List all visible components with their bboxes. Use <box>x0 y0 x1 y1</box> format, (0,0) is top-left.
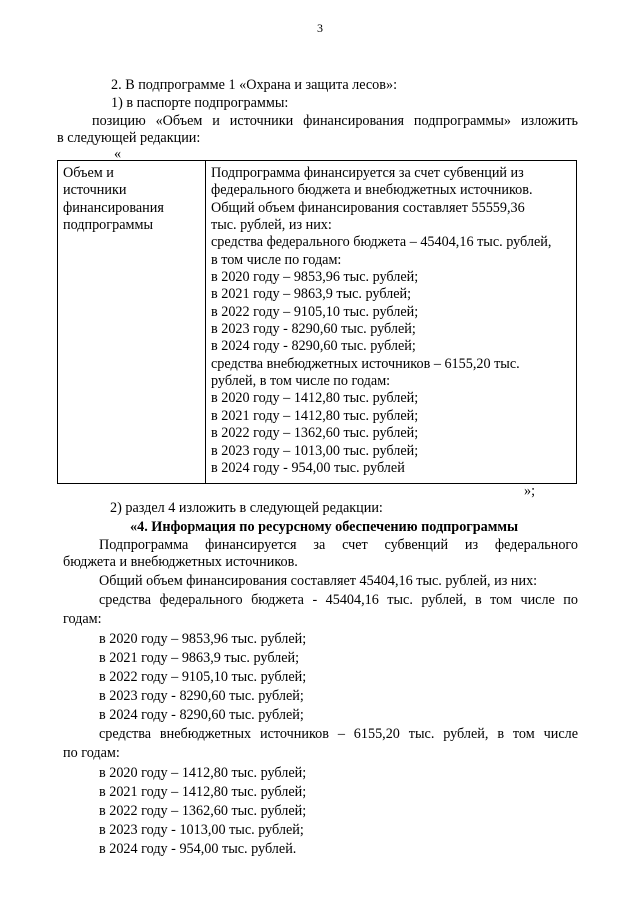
value-line: средства федерального бюджета – 45404,16 тыс. рублей, <box>211 234 552 251</box>
item-2-header: 2. В подпрограмме 1 «Охрана и защита лесов»: <box>111 77 398 93</box>
value-line: в 2024 году - 954,00 тыс. рублей <box>211 459 405 476</box>
paragraph-3-line2: годам: <box>63 611 102 627</box>
federal-year-line: в 2023 году - 8290,60 тыс. рублей; <box>99 688 304 704</box>
value-line: в 2022 году – 9105,10 тыс. рублей; <box>211 303 419 320</box>
value-line: в 2020 году – 9853,96 тыс. рублей; <box>211 269 419 286</box>
label-line: Объем и <box>63 165 114 181</box>
paragraph-3-line1: средства федерального бюджета - 45404,16 тыс. рублей, в том числе по <box>99 592 578 608</box>
value-line: в 2022 году – 1362,60 тыс. рублей; <box>211 425 419 442</box>
federal-year-line: в 2024 году - 8290,60 тыс. рублей; <box>99 707 304 723</box>
extra-year-line: в 2021 году – 1412,80 тыс. рублей; <box>99 784 307 800</box>
section-item-2: 2) раздел 4 изложить в следующей редакции: <box>110 500 383 516</box>
value-line: в том числе по годам: <box>211 251 342 268</box>
paragraph-1-line1: Подпрограмма финансируется за счет субвенций из федерального <box>99 537 578 553</box>
federal-year-line: в 2020 году – 9853,96 тыс. рублей; <box>99 631 307 647</box>
value-line: в 2021 году – 9863,9 тыс. рублей; <box>211 286 412 303</box>
value-line: в 2024 году - 8290,60 тыс. рублей; <box>211 338 416 355</box>
paragraph-4-line1: средства внебюджетных источников – 6155,20 тыс. рублей, в том числе <box>99 726 578 742</box>
item-1-subheader: 1) в паспорте подпрограммы: <box>111 95 289 111</box>
table-value-cell <box>206 161 577 484</box>
value-line: в 2023 году - 8290,60 тыс. рублей; <box>211 321 416 338</box>
table-row <box>58 161 577 484</box>
extra-year-line: в 2020 году – 1412,80 тыс. рублей; <box>99 765 307 781</box>
close-quote: »; <box>524 483 536 499</box>
paragraph-2: Общий объем финансирования составляет 45404,16 тыс. рублей, из них: <box>99 573 538 589</box>
label-line: финансирования <box>63 199 164 216</box>
extra-year-line: в 2023 году - 1013,00 тыс. рублей; <box>99 822 304 838</box>
open-quote: « <box>114 146 122 162</box>
extra-year-line: в 2024 году - 954,00 тыс. рублей. <box>99 841 297 857</box>
table-label-cell <box>58 161 206 484</box>
label-line: источники <box>63 182 127 199</box>
passport-table <box>57 160 577 484</box>
position-text-line2: в следующей редакции: <box>57 130 201 146</box>
federal-year-line: в 2022 году – 9105,10 тыс. рублей; <box>99 669 307 685</box>
section-heading: «4. Информация по ресурсному обеспечению подпрограммы <box>130 519 519 535</box>
paragraph-4-line2: по годам: <box>63 745 120 761</box>
value-line: средства внебюджетных источников – 6155,20 тыс. <box>211 355 520 372</box>
position-text-line1: позицию «Объем и источники финансирования подпрограммы» изложить <box>92 113 578 129</box>
paragraph-1-line2: бюджета и внебюджетных источников. <box>63 554 298 570</box>
federal-year-line: в 2021 году – 9863,9 тыс. рублей; <box>99 650 300 666</box>
label-line: подпрограммы <box>63 217 153 234</box>
value-line: тыс. рублей, из них: <box>211 217 332 234</box>
value-line: Общий объем финансирования составляет 55559,36 <box>211 199 525 216</box>
value-line: в 2020 году – 1412,80 тыс. рублей; <box>211 390 419 407</box>
extra-year-line: в 2022 году – 1362,60 тыс. рублей; <box>99 803 307 819</box>
value-line: рублей, в том числе по годам: <box>211 373 391 390</box>
value-line: в 2021 году – 1412,80 тыс. рублей; <box>211 407 419 424</box>
value-line: в 2023 году – 1013,00 тыс. рублей; <box>211 442 419 459</box>
value-line: федерального бюджета и внебюджетных источников. <box>211 182 533 199</box>
page-number: 3 <box>317 21 323 35</box>
value-line: Подпрограмма финансируется за счет субвенций из <box>211 165 524 181</box>
